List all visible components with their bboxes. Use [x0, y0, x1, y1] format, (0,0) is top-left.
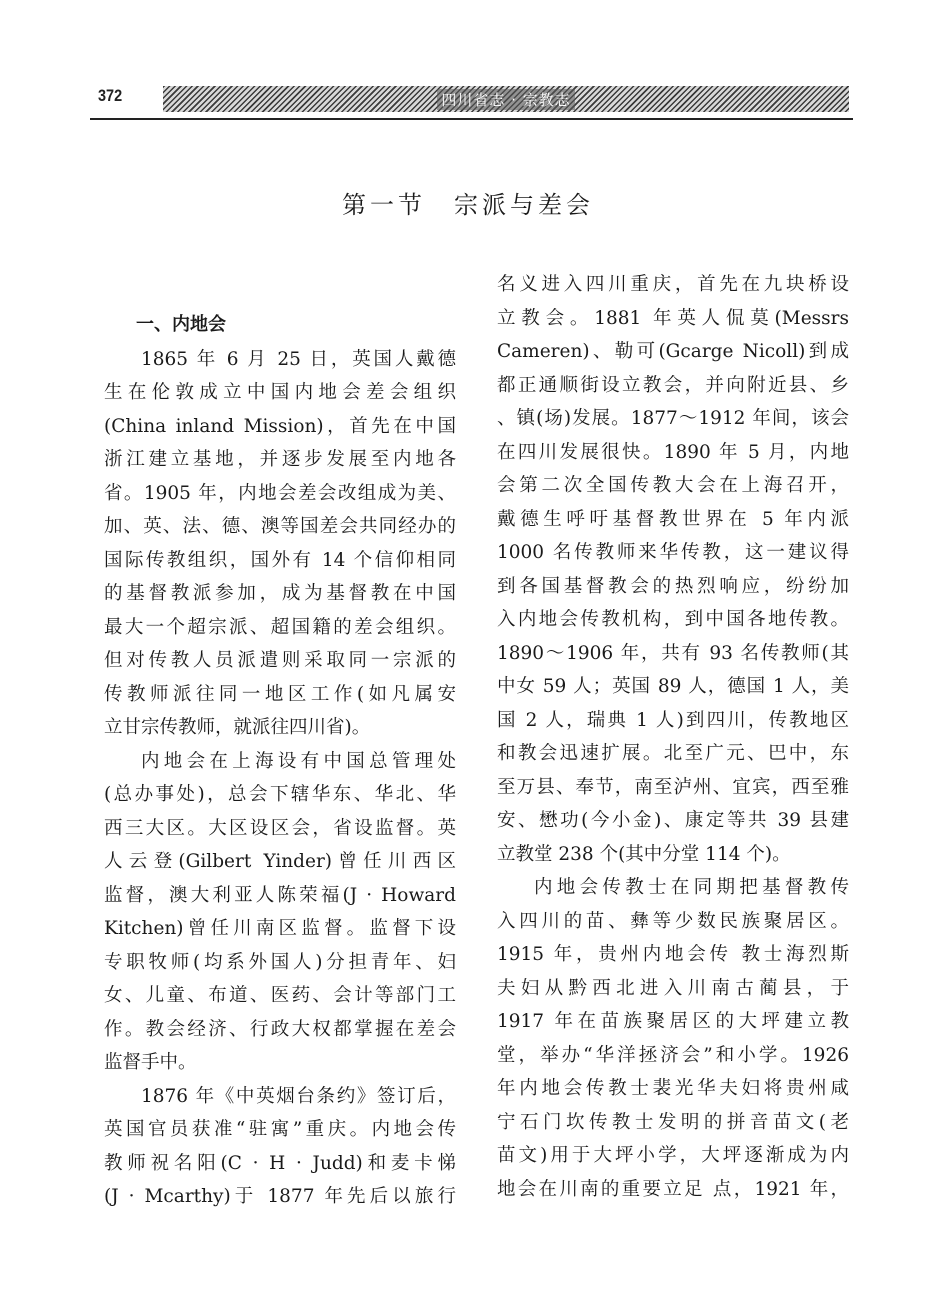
text-line: 加、英、法、德、澳等国差会共同经办的	[104, 516, 456, 537]
text-line: 省。1905 年，内地会差会改组成为美、	[104, 482, 456, 504]
text-line: 年内地会传教士裴光华夫妇将贵州咸	[497, 1078, 849, 1099]
text-line: 浙江建立基地，并逐步发展至内地各	[104, 449, 456, 470]
section-heading: 宗派与差会	[454, 191, 594, 219]
text-line: 到各国基督教会的热烈响应，纷纷加	[497, 575, 849, 597]
text-line: 生在伦敦成立中国内地会差会组织	[104, 382, 456, 403]
text-line: 苗文)用于大坪小学，大坪逐渐成为内	[497, 1145, 849, 1166]
text-line: 宁石门坎传教士发明的拼音苗文(老	[497, 1111, 849, 1133]
text-line: 立教堂 238 个(其中分堂 114 个)。	[497, 843, 791, 865]
text-line: 专职牧师(均系外国人)分担青年、妇	[104, 951, 456, 973]
text-line: 人云登(Gilbert Yinder)曾任川西区	[104, 851, 456, 872]
text-line: 国际传教组织，国外有 14 个信仰相同	[104, 549, 456, 571]
text-line: 监督手中。	[104, 1052, 197, 1073]
text-line: 中女 59 人；英国 89 人，德国 1 人，美	[497, 676, 849, 697]
text-line: 女、儿童、布道、医药、会计等部门工	[104, 985, 456, 1006]
text-line: 、镇(场)发展。1877～1912 年间，该会	[497, 408, 849, 429]
text-line: 传教师派往同一地区工作(如凡属安	[104, 683, 456, 705]
text-line: 会第二次全国传教大会在上海召开，	[497, 475, 849, 496]
text-line: 都正通顺街设立教会，并向附近县、乡	[497, 374, 849, 396]
text-line: 的基督教派参加，成为基督教在中国	[104, 583, 456, 604]
text-line: 安、懋功(今小金)、康定等共 39 县建	[497, 810, 849, 831]
header-divider	[90, 118, 853, 120]
right-column	[497, 268, 849, 1206]
text-line: Kitchen)曾任川南区监督。监督下设	[104, 918, 456, 939]
text-line: 内地会传教士在同期把基督教传	[534, 877, 849, 898]
section-number: 第一节	[342, 191, 426, 219]
text-line: 至万县、奉节，南至泸州、宜宾，西至雅	[497, 776, 849, 798]
text-line: (总办事处)，总会下辖华东、华北、华	[104, 784, 456, 805]
text-line: 1876 年《中英烟台条约》签订后，	[141, 1085, 456, 1107]
section-title	[0, 185, 936, 220]
text-line: 监督，澳大利亚人陈荣福(J · Howard	[104, 884, 456, 906]
running-header-title: 四川省志 · 宗教志	[437, 89, 574, 110]
running-header-band	[163, 86, 849, 112]
text-line: 1000 名传教师来华传教，这一建议得	[497, 542, 849, 563]
text-line: 教师祝名阳(C · H · Judd)和麦卡悌	[104, 1152, 456, 1174]
text-line: 戴德生呼吁基督教世界在 5 年内派	[497, 508, 849, 530]
text-line: 国 2 人，瑞典 1 人)到四川，传教地区	[497, 709, 849, 731]
text-line: 1865 年 6 月 25 日，英国人戴德	[141, 348, 456, 370]
text-line: 但对传教人员派遣则采取同一宗派的	[104, 650, 456, 671]
text-line: 1890～1906 年，共有 93 名传教师(其	[497, 642, 849, 664]
text-line: 英国官员获准“驻寓”重庆。内地会传	[104, 1119, 456, 1140]
text-line: (J · Mcarthy)于 1877 年先后以旅行	[104, 1186, 456, 1207]
text-line: 夫妇从黔西北进入川南古蔺县，于	[497, 977, 849, 999]
page-number: 372	[98, 86, 123, 105]
text-line: 地会在川南的重要立足 点，1921 年，	[497, 1178, 849, 1200]
text-line: 堂，举办“华洋拯济会”和小学。1926	[497, 1044, 849, 1066]
text-line: 1917 年在苗族聚居区的大坪建立教	[497, 1011, 849, 1032]
text-line: 作。教会经济、行政大权都掌握在差会	[104, 1018, 456, 1040]
text-line: 名义进入四川重庆，首先在九块桥设	[497, 274, 849, 295]
text-line: 立甘宗传教师，就派往四川省)。	[104, 717, 371, 738]
text-line: 1915 年，贵州内地会传 教士海烈斯	[497, 944, 849, 965]
text-line: 内地会在上海设有中国总管理处	[141, 750, 456, 772]
text-line: 西三大区。大区设区会，省设监督。英	[104, 817, 456, 839]
text-line: 入四川的苗、彝等少数民族聚居区。	[497, 910, 849, 932]
text-line: 最大一个超宗派、超国籍的差会组织。	[104, 616, 456, 638]
text-line: Cameren)、勒可(Gcarge Nicoll)到成	[497, 341, 849, 362]
left-column	[104, 308, 456, 1214]
text-line: 在四川发展很快。1890 年 5 月，内地	[497, 441, 849, 463]
text-line: 入内地会传教机构，到中国各地传教。	[497, 609, 849, 630]
text-line: (China inland Mission)，首先在中国	[104, 415, 456, 437]
subheading: 一、内地会	[136, 314, 226, 335]
text-line: 和教会迅速扩展。北至广元、巴中，东	[497, 743, 849, 764]
text-line: 立教会。1881 年英人侃莫(Messrs	[497, 307, 849, 329]
